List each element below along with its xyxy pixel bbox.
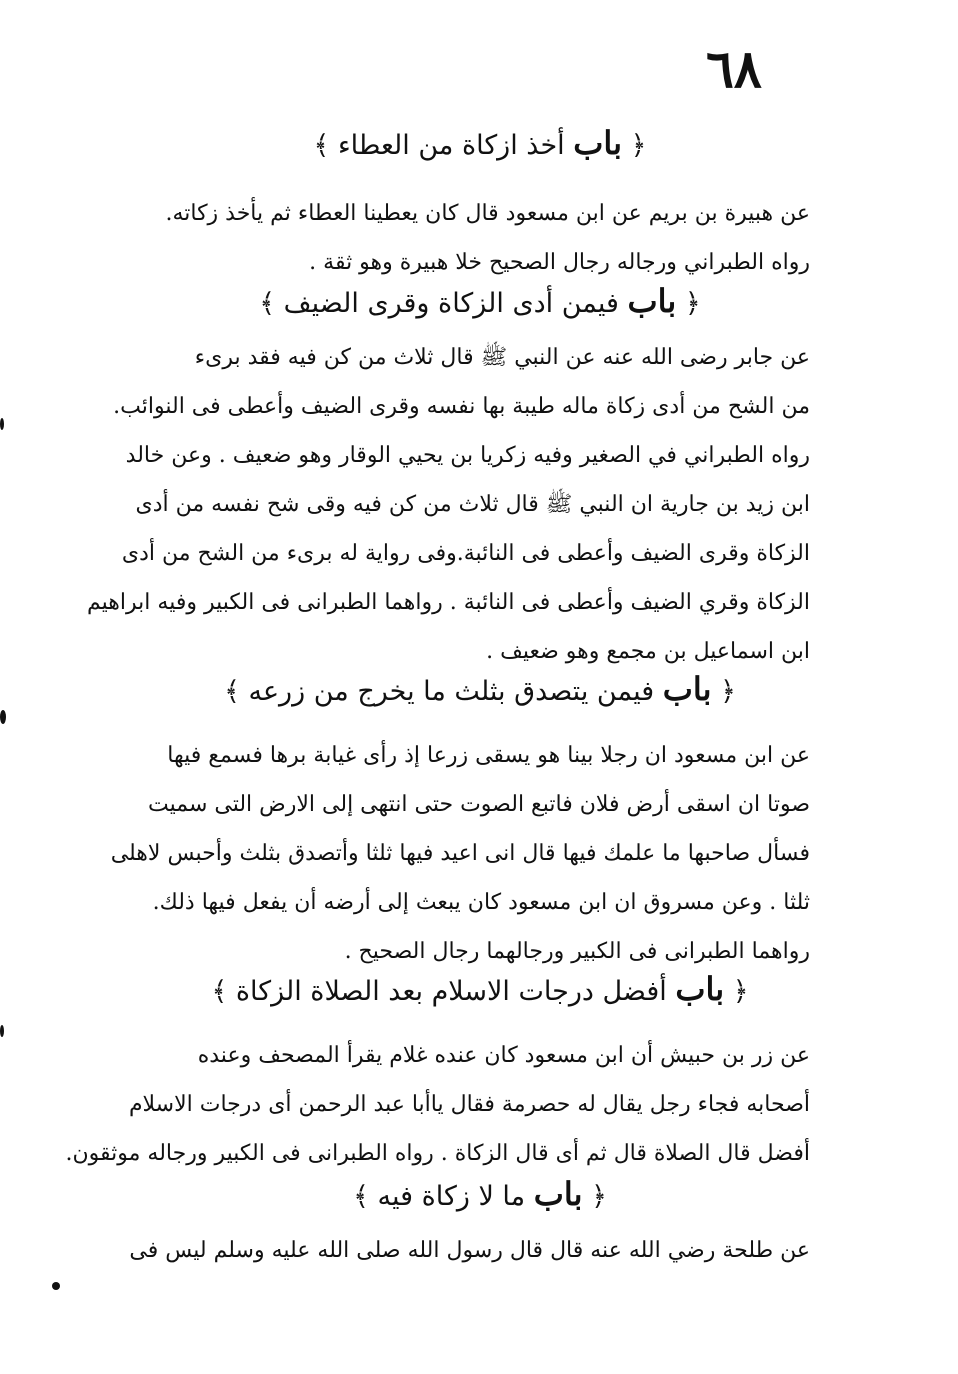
text-line: عن جابر رضى الله عنه عن النبي ﷺ قال ثلاث من كن فيه فقد برىء bbox=[194, 345, 810, 370]
paragraph-1 bbox=[140, 189, 810, 287]
paragraph-5 bbox=[129, 1226, 810, 1275]
heading-title: أخذ ازكاة من العطاء bbox=[337, 130, 565, 161]
scan-speck bbox=[0, 418, 4, 430]
paragraph-4 bbox=[65, 1031, 810, 1178]
heading-bracket-close: ﴾ bbox=[313, 130, 338, 161]
paragraph-2 bbox=[87, 333, 810, 676]
text-line: رواه الطبراني في الصغير وفيه زكريا بن يحيي الوقار وهو ضعيف . وعن خالد bbox=[125, 443, 810, 468]
chapter-heading-5 bbox=[120, 1175, 840, 1213]
heading-bab-label: باب bbox=[627, 282, 677, 320]
heading-bracket-open: ﴿ bbox=[711, 676, 736, 707]
heading-bracket-open: ﴿ bbox=[622, 130, 647, 161]
text-line: عن زر بن حبيش أن ابن مسعود كان عنده غلام يقرأ المصحف وعنده bbox=[197, 1043, 810, 1068]
chapter-heading-3 bbox=[120, 670, 840, 708]
heading-bracket-open: ﴿ bbox=[582, 1181, 607, 1212]
heading-bracket-open: ﴿ bbox=[724, 976, 749, 1007]
heading-title: فيمن يتصدق بثلث ما يخرج من زرعه bbox=[248, 676, 655, 707]
text-line: رواه الطبراني ورجاله رجال الصحيح خلا هبيرة وهو ثقة . bbox=[309, 250, 810, 275]
text-line: عن طلحة رضي الله عنه قال قال رسول الله صلى الله عليه وسلم ليس فى bbox=[129, 1238, 810, 1263]
heading-bracket-close: ﴾ bbox=[211, 976, 236, 1007]
chapter-heading-4 bbox=[120, 970, 840, 1008]
text-line: رواهما الطبرانى فى الكبير ورجالهما رجال الصحيح . bbox=[344, 939, 810, 964]
text-line: عن هبيرة بن بريم عن ابن مسعود قال كان يعطينا العطاء ثم يأخذ زكاته. bbox=[165, 201, 810, 226]
text-line: فسأل صاحبها ما علمك فيها قال انى اعيد فيها ثلثا وأتصدق بثلث وأحبس لاهلى bbox=[110, 841, 810, 866]
paragraph-3 bbox=[110, 731, 810, 976]
text-line: الزكاة وقرى الضيف وأعطى فى النائبة.وفى رواية له برىء من الشح من أدى bbox=[121, 541, 810, 566]
heading-bab-label: باب bbox=[662, 670, 712, 708]
chapter-heading-2 bbox=[120, 282, 840, 320]
heading-title: ما لا زكاة فيه bbox=[377, 1181, 526, 1212]
page-number: ٦٨ bbox=[706, 39, 762, 100]
text-line: ثلثا . وعن مسروق ان ابن مسعود كان يبعث إلى أرضه أن يفعل فيها ذلك. bbox=[152, 890, 810, 915]
heading-title: أفضل درجات الاسلام بعد الصلاة الزكاة bbox=[235, 976, 667, 1007]
heading-bracket-close: ﴾ bbox=[353, 1181, 378, 1212]
heading-bracket-close: ﴾ bbox=[224, 676, 249, 707]
text-line: ابن اسماعيل بن مجمع وهو ضعيف . bbox=[486, 639, 810, 664]
scan-speck bbox=[0, 1025, 4, 1037]
heading-bracket-open: ﴿ bbox=[676, 288, 701, 319]
text-line: صوتا ان اسقى أرض فلان فاتبع الصوت حتى انتهى إلى الارض التى سميت bbox=[147, 792, 810, 817]
text-line: من الشح من أدى زكاة ماله طيبة بها نفسه وقرى الضيف وأعطى فى النوائب. bbox=[113, 394, 810, 419]
heading-title: فيمن أدى الزكاة وقرى الضيف bbox=[283, 288, 619, 319]
scan-speck bbox=[52, 1282, 60, 1290]
text-line: ابن زيد بن جارية ان النبي ﷺ قال ثلاث من كن فيه وقى شح نفسه من أدى bbox=[135, 492, 810, 517]
heading-bracket-close: ﴾ bbox=[259, 288, 284, 319]
heading-bab-label: باب bbox=[573, 124, 623, 162]
chapter-heading-1 bbox=[120, 124, 840, 162]
text-line: أصحابه فجاء رجل يقال له حصرمة فقال ياأبا عبد الرحمن أى درجات الاسلام bbox=[128, 1092, 810, 1117]
text-line: الزكاة وقري الضيف وأعطى فى النائبة . رواهما الطبرانى فى الكبير وفيه ابراهيم bbox=[87, 590, 810, 615]
text-line: أفضل قال الصلاة قال ثم أى قال الزكاة . رواه الطبرانى فى الكبير ورجاله موثقون. bbox=[65, 1141, 810, 1166]
scan-speck bbox=[0, 710, 6, 724]
heading-bab-label: باب bbox=[675, 970, 725, 1008]
text-line: عن ابن مسعود ان رجلا بينا هو يسقى زرعا إذ رأى غيابة برها فسمع فيها bbox=[167, 743, 810, 768]
heading-bab-label: باب bbox=[533, 1175, 583, 1213]
